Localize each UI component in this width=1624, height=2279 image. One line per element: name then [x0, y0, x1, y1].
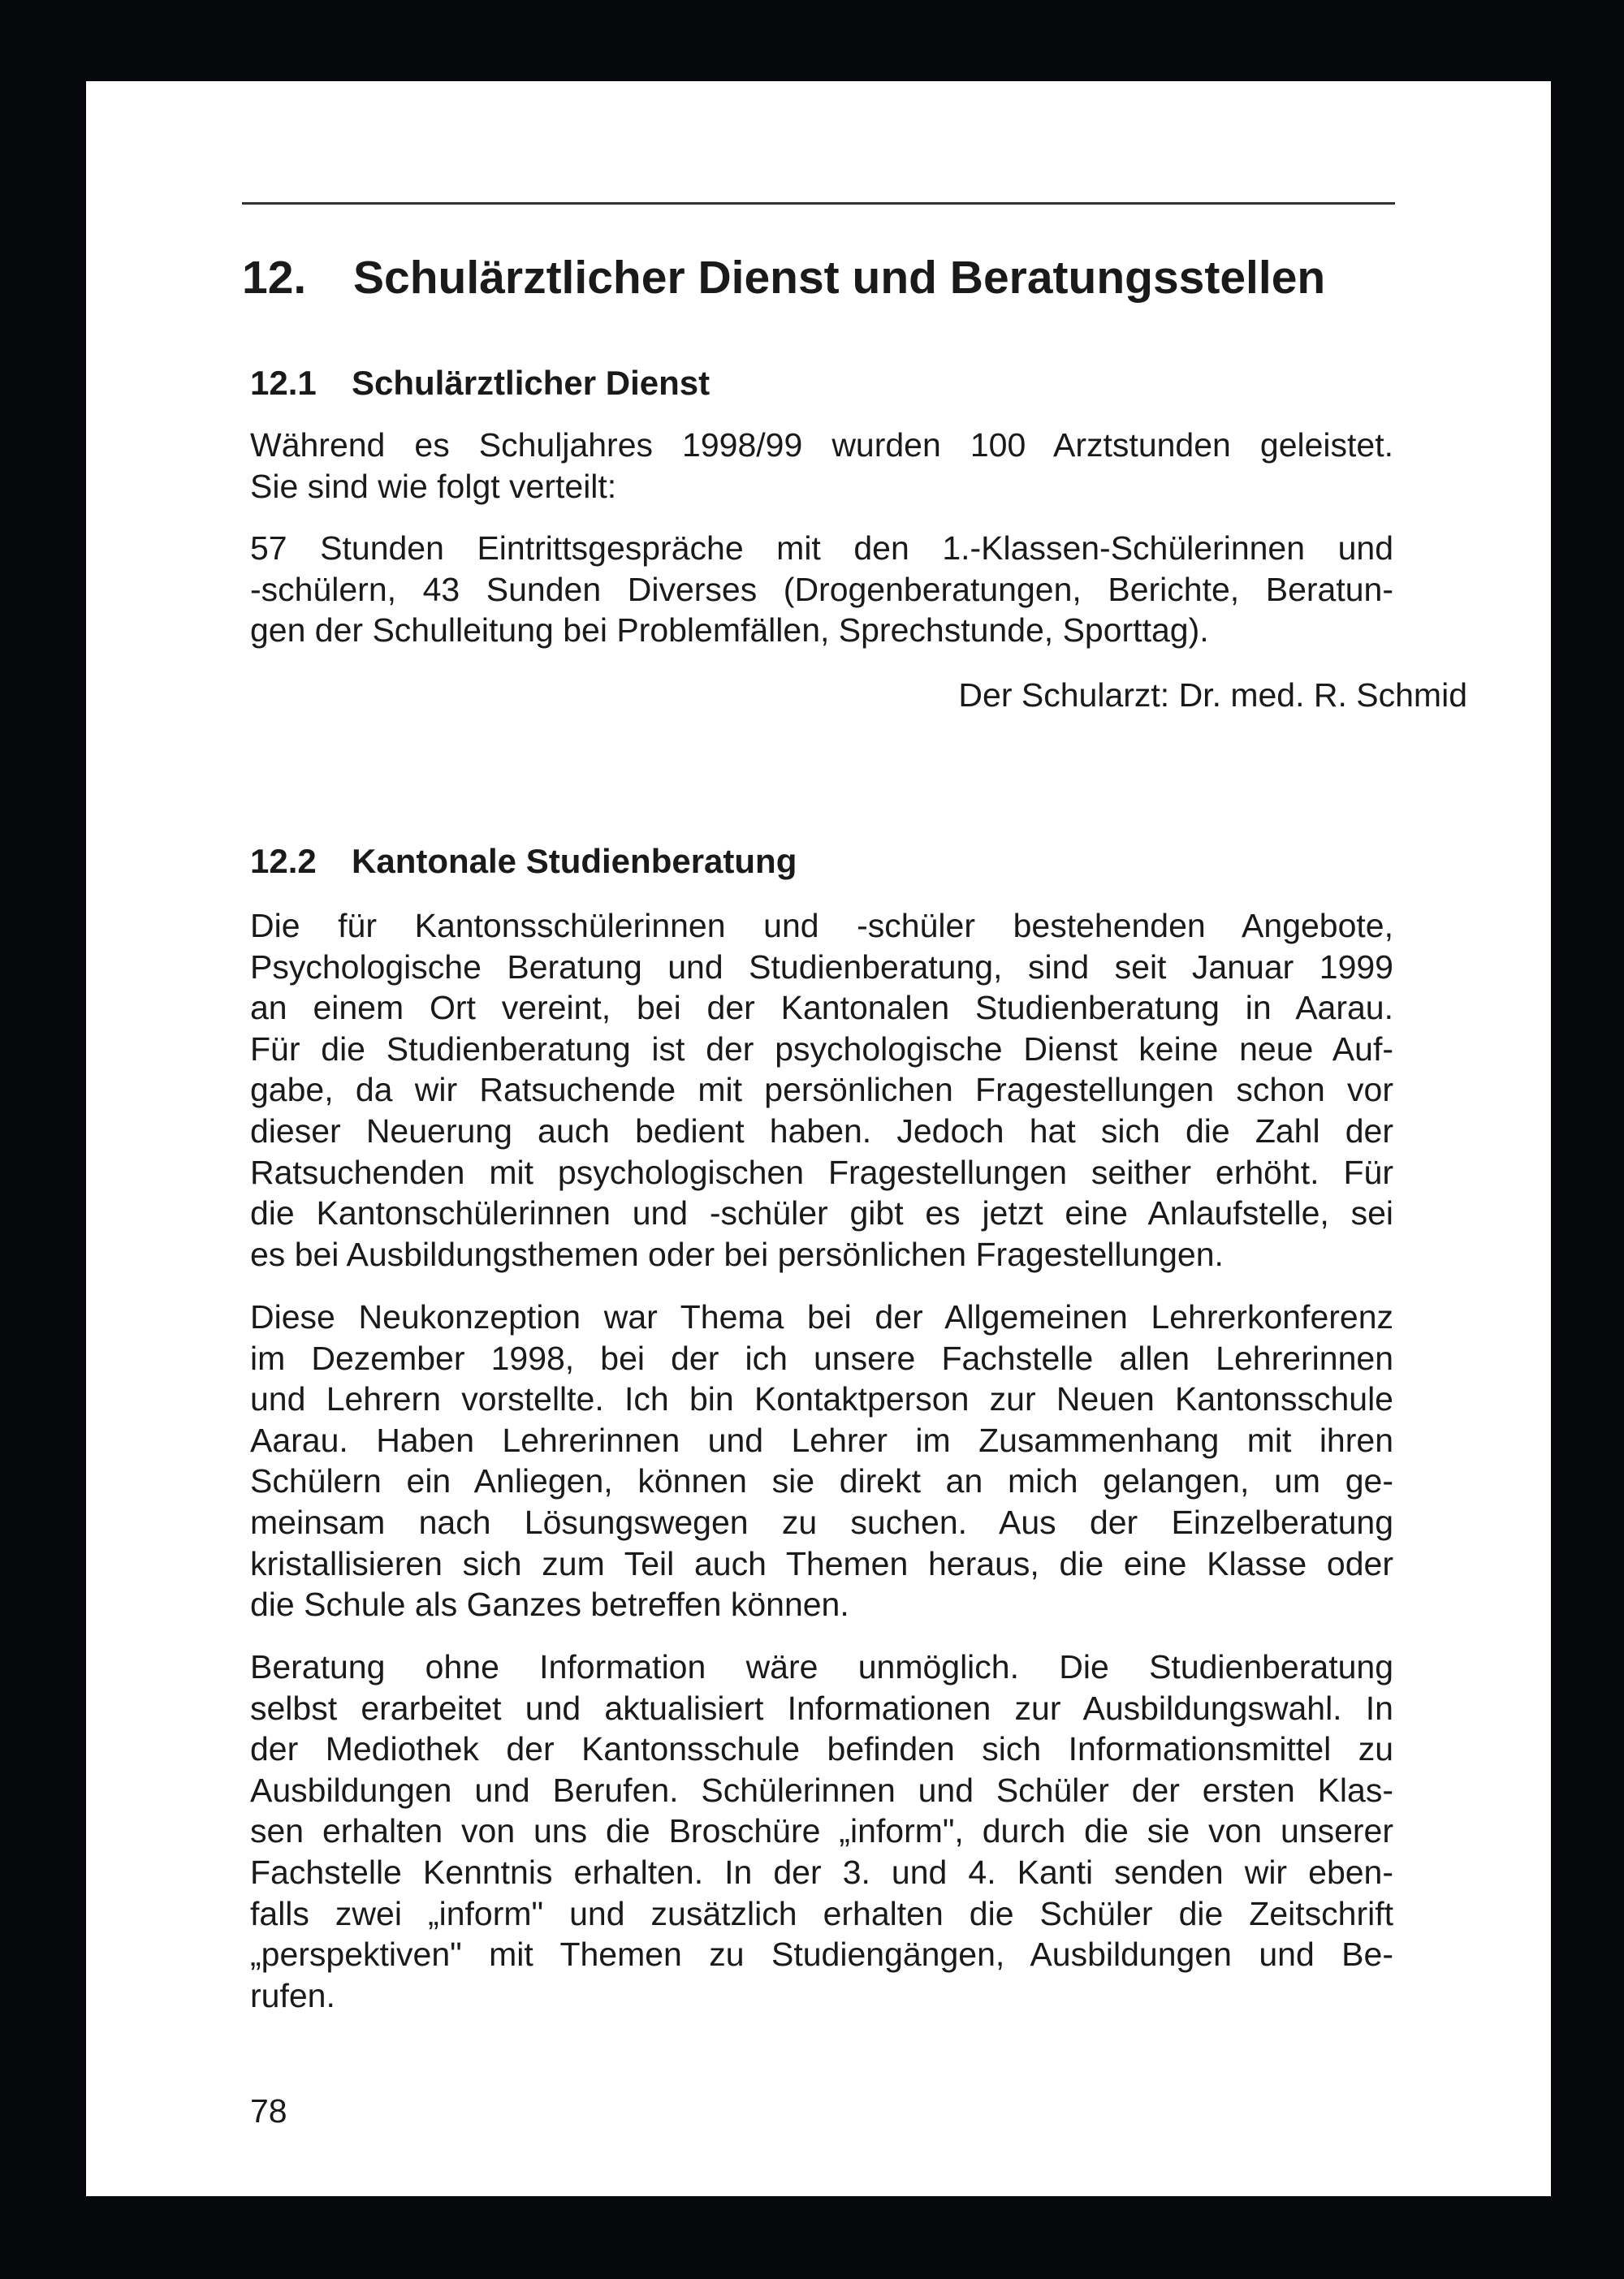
text-line: selbst erarbeitet und aktualisiert Informationen zur Ausbildungswahl. In [250, 1689, 1393, 1727]
text-line: Fachstelle Kenntnis erhalten. In der 3. und 4. Kanti senden wir eben- [250, 1853, 1393, 1891]
text-line: Schülern ein Anliegen, können sie direkt an mich gelangen, um ge- [250, 1462, 1393, 1500]
text-line: 57 Stunden Eintrittsgespräche mit den 1.-Klassen-Schülerinnen und [250, 529, 1393, 567]
paragraph [250, 528, 1393, 651]
text-line: Für die Studienberatung ist der psychologische Dienst keine neue Auf- [250, 1029, 1393, 1068]
chapter-title: Schulärztlicher Dienst und Beratungsstellen [353, 252, 1326, 304]
text-line: kristallisieren sich zum Teil auch Themen heraus, die eine Klasse oder [250, 1544, 1393, 1582]
text-line: Aarau. Haben Lehrerinnen und Lehrer im Zusammenhang mit ihren [250, 1421, 1393, 1459]
text-line: gabe, da wir Ratsuchende mit persönlichen Fragestellungen schon vor [250, 1071, 1393, 1109]
text-line: Die für Kantonsschülerinnen und -schüler bestehenden Angebote, [250, 907, 1393, 944]
text-line: Ratsuchenden mit psychologischen Fragestellungen seither erhöht. Für [250, 1153, 1393, 1191]
signature: Der Schularzt: Dr. med. R. Schmid [958, 676, 1467, 714]
text-line: gen der Schulleitung bei Problemfällen, Sprechstunde, Sporttag). [250, 611, 1209, 650]
text-line: falls zwei „inform" und zusätzlich erhalten die Schüler die Zeitschrift [250, 1894, 1393, 1932]
text-line: Während es Schuljahres 1998/99 wurden 100 Arztstunden geleistet. [250, 426, 1393, 464]
text-line: die Schule als Ganzes betreffen können. [250, 1586, 849, 1624]
text-line: -schülern, 43 Sunden Diverses (Drogenberatungen, Berichte, Beratun- [250, 570, 1393, 608]
text-line: „perspektiven" mit Themen zu Studiengängen, Ausbildungen und Be- [250, 1936, 1393, 1974]
text-line: Diese Neukonzeption war Thema bei der Allgemeinen Lehrerkonferenz [250, 1298, 1393, 1336]
section-number-12-2: 12.2 [250, 842, 317, 880]
text-line: an einem Ort vereint, bei der Kantonalen Studienberatung in Aarau. [250, 989, 1393, 1027]
text-line: es bei Ausbildungsthemen oder bei persönlichen Fragestellungen. [250, 1235, 1224, 1273]
paragraph [250, 1297, 1393, 1625]
text-line: Ausbildungen und Berufen. Schülerinnen und Schüler der ersten Klas- [250, 1771, 1393, 1809]
text-line: Beratung ohne Information wäre unmöglich. Die Studienberatung [250, 1648, 1393, 1686]
section-title-12-2: Kantonale Studienberatung [352, 842, 797, 880]
section-title-12-1: Schulärztlicher Dienst [352, 364, 710, 402]
text-line: die Kantonschülerinnen und -schüler gibt es jetzt eine Anlaufstelle, sei [250, 1194, 1393, 1232]
text-line: Sie sind wie folgt verteilt: [250, 467, 617, 505]
section-number-12-1: 12.1 [250, 364, 317, 402]
text-line: und Lehrern vorstellte. Ich bin Kontaktperson zur Neuen Kantonsschule [250, 1380, 1393, 1418]
text-line: im Dezember 1998, bei der ich unsere Fachstelle allen Lehrerinnen [250, 1339, 1393, 1377]
chapter-number: 12. [242, 252, 307, 304]
text-line: Psychologische Beratung und Studienberatung, sind seit Januar 1999 [250, 947, 1393, 986]
text-line: rufen. [250, 1976, 335, 2014]
text-line: der Mediothek der Kantonsschule befinden sich Informationsmittel zu [250, 1730, 1393, 1768]
paragraph [250, 1647, 1393, 2016]
page-number: 78 [250, 2092, 287, 2130]
paragraph [250, 425, 1393, 507]
header-rule [242, 202, 1395, 205]
text-line: dieser Neuerung auch bedient haben. Jedoch hat sich die Zahl der [250, 1111, 1393, 1150]
paragraph [250, 905, 1393, 1275]
text-line: meinsam nach Lösungswegen zu suchen. Aus der Einzelberatung [250, 1503, 1393, 1541]
text-line: sen erhalten von uns die Broschüre „inform", durch die sie von unserer [250, 1812, 1393, 1850]
